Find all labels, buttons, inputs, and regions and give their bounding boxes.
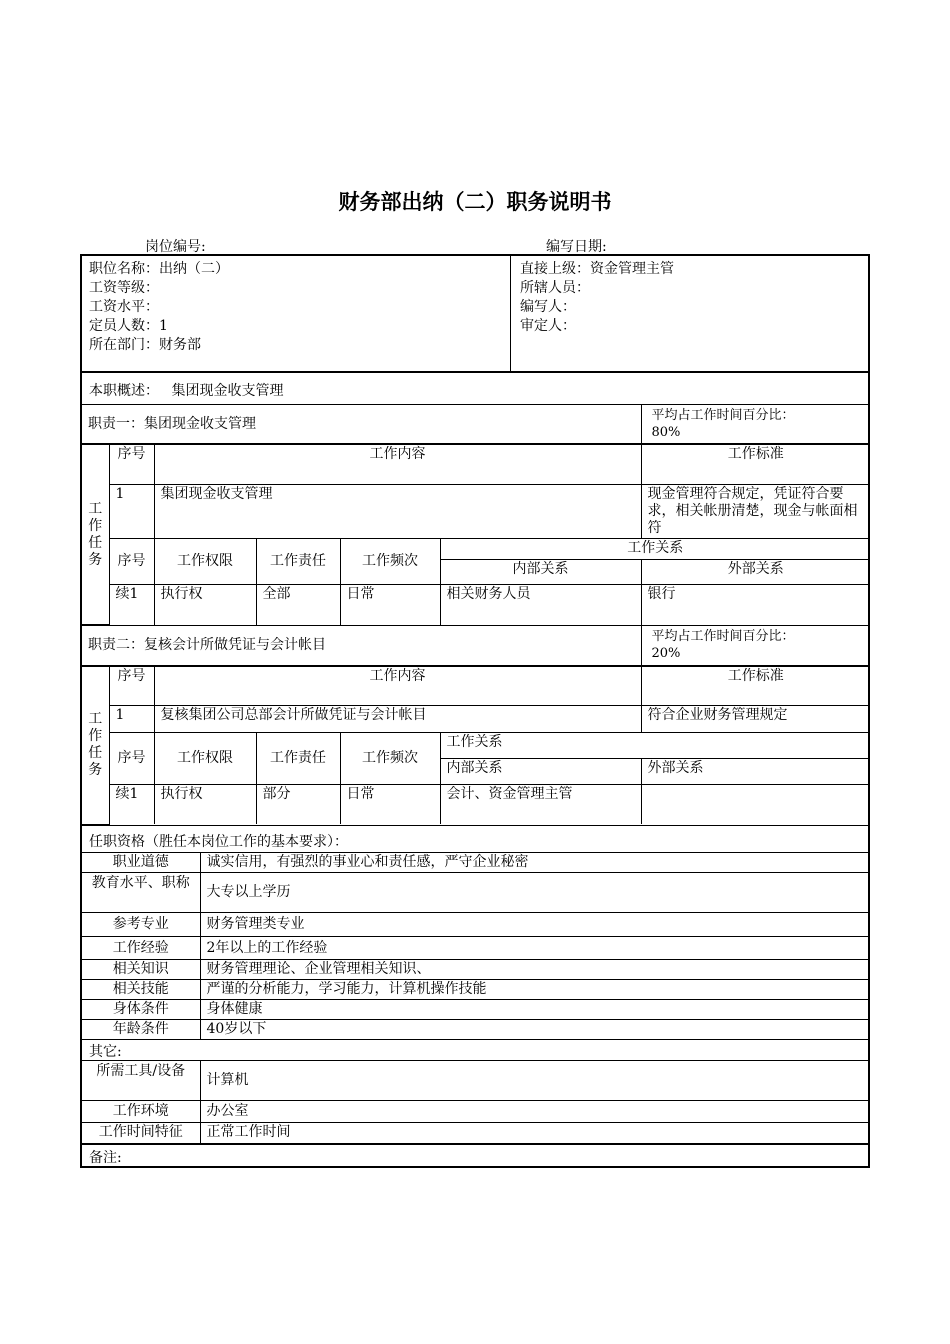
duty-1-inner: 相关财务人员 bbox=[440, 585, 641, 625]
duty-1-standard: 现金管理符合规定，凭证符合要求，相关帐册清楚，现金与帐面相符 bbox=[641, 485, 870, 539]
duty-1-title: 职责一：集团现金收支管理 bbox=[82, 405, 641, 444]
basic-info-section bbox=[80, 254, 870, 372]
other-value-hours: 正常工作时间 bbox=[200, 1123, 870, 1144]
duty-1-frequency: 日常 bbox=[340, 585, 440, 625]
duty-1-responsibility: 全部 bbox=[256, 585, 340, 625]
duty-1-seq: 1 bbox=[109, 485, 154, 539]
duty-1-percentage bbox=[641, 405, 870, 444]
other-heading-section bbox=[80, 1040, 870, 1060]
qual-label-education: 教育水平、职称 bbox=[82, 873, 200, 913]
duty-2-task-label: 工作任务 bbox=[82, 666, 109, 824]
duty-1-relation-header: 工作关系 bbox=[440, 539, 870, 560]
summary-label: 本职概述： bbox=[89, 383, 159, 399]
duty-2-responsibility-header: 工作责任 bbox=[256, 732, 340, 784]
duty-2-relation-header: 工作关系 bbox=[440, 732, 870, 758]
other-value-environment: 办公室 bbox=[200, 1101, 870, 1123]
salary-grade: 工资等级： bbox=[89, 280, 159, 296]
summary-value: 集团现金收支管理 bbox=[171, 383, 284, 399]
duty-2-section bbox=[80, 626, 870, 826]
duty-1-pct-label: 平均占工作时间百分比： bbox=[651, 408, 795, 423]
author: 编写人： bbox=[520, 299, 576, 315]
duty-1-authority: 执行权 bbox=[154, 585, 256, 625]
qual-value-major: 财务管理类专业 bbox=[200, 913, 870, 937]
job-description-form bbox=[80, 254, 870, 1168]
duty-1-rel-seq-header: 序号 bbox=[109, 539, 154, 585]
qual-label-knowledge: 相关知识 bbox=[82, 960, 200, 980]
duty-2-outer bbox=[641, 784, 870, 824]
duty-1-task-label: 工作任务 bbox=[82, 445, 109, 625]
duty-2-row-seq: 续1 bbox=[109, 784, 154, 824]
duty-1-seq-header: 序号 bbox=[109, 445, 154, 485]
duty-2-frequency: 日常 bbox=[340, 784, 440, 824]
summary-section bbox=[80, 372, 870, 405]
qual-value-age: 40岁以下 bbox=[200, 1020, 870, 1040]
other-label-tools: 所需工具/设备 bbox=[82, 1061, 200, 1101]
duty-2-rel-seq-header: 序号 bbox=[109, 732, 154, 784]
reviewer: 审定人： bbox=[520, 318, 576, 334]
qual-label-skills: 相关技能 bbox=[82, 980, 200, 1000]
qual-label-health: 身体条件 bbox=[82, 1000, 200, 1020]
qualification-section bbox=[80, 853, 870, 1041]
duty-2-standard: 符合企业财务管理规定 bbox=[641, 705, 870, 732]
other-heading: 其它: bbox=[89, 1044, 122, 1060]
remarks-label: 备注: bbox=[89, 1150, 122, 1166]
qual-label-age: 年龄条件 bbox=[82, 1020, 200, 1040]
qual-value-skills: 严谨的分析能力，学习能力，计算机操作技能 bbox=[200, 980, 870, 1000]
duty-2-title: 职责二：复核会计所做凭证与会计帐目 bbox=[82, 626, 641, 665]
duty-1-authority-header: 工作权限 bbox=[154, 539, 256, 585]
duty-2-percentage bbox=[641, 626, 870, 665]
qual-value-ethics: 诚实信用，有强烈的事业心和责任感，严守企业秘密 bbox=[200, 853, 870, 873]
duty-2-pct-value: 20% bbox=[651, 646, 681, 661]
write-date-label: 编写日期: bbox=[546, 239, 607, 255]
duty-2-frequency-header: 工作频次 bbox=[340, 732, 440, 784]
qual-label-experience: 工作经验 bbox=[82, 937, 200, 960]
duty-1-frequency-header: 工作频次 bbox=[340, 539, 440, 585]
document-title: 财务部出纳（二）职务说明书 bbox=[338, 190, 612, 214]
qualification-heading: 任职资格（胜任本岗位工作的基本要求）： bbox=[89, 833, 348, 850]
other-label-environment: 工作环境 bbox=[82, 1101, 200, 1123]
salary-level: 工资水平： bbox=[89, 299, 159, 315]
other-section bbox=[80, 1060, 870, 1144]
qual-label-ethics: 职业道德 bbox=[82, 853, 200, 873]
other-label-hours: 工作时间特征 bbox=[82, 1123, 200, 1144]
qual-value-health: 身体健康 bbox=[200, 1000, 870, 1020]
duty-2-seq: 1 bbox=[109, 705, 154, 732]
duty-2-outer-header: 外部关系 bbox=[641, 758, 870, 784]
duty-1-section bbox=[80, 405, 870, 626]
duty-2-content: 复核集团公司总部会计所做凭证与会计帐目 bbox=[154, 705, 641, 732]
duty-2-content-header: 工作内容 bbox=[154, 666, 641, 705]
duty-1-standard-header: 工作标准 bbox=[641, 445, 870, 485]
qual-value-experience: 2年以上的工作经验 bbox=[200, 937, 870, 960]
direct-superior: 直接上级：资金管理主管 bbox=[520, 261, 674, 277]
duty-1-responsibility-header: 工作责任 bbox=[256, 539, 340, 585]
subordinates: 所辖人员： bbox=[520, 280, 590, 296]
department: 所在部门：财务部 bbox=[89, 337, 201, 353]
duty-1-outer: 银行 bbox=[641, 585, 870, 625]
qual-label-major: 参考专业 bbox=[82, 913, 200, 937]
duty-2-authority: 执行权 bbox=[154, 784, 256, 824]
duty-1-content: 集团现金收支管理 bbox=[154, 485, 641, 539]
duty-2-standard-header: 工作标准 bbox=[641, 666, 870, 705]
remarks-section bbox=[80, 1144, 870, 1168]
duty-2-inner: 会计、资金管理主管 bbox=[440, 784, 641, 824]
duty-1-inner-header: 内部关系 bbox=[440, 560, 641, 585]
duty-1-row-seq: 续1 bbox=[109, 585, 154, 625]
duty-2-authority-header: 工作权限 bbox=[154, 732, 256, 784]
qual-value-education: 大专以上学历 bbox=[200, 873, 870, 913]
duty-2-inner-header: 内部关系 bbox=[440, 758, 641, 784]
basic-divider bbox=[510, 256, 511, 372]
duty-2-responsibility: 部分 bbox=[256, 784, 340, 824]
duty-2-seq-header: 序号 bbox=[109, 666, 154, 705]
other-value-tools: 计算机 bbox=[200, 1061, 870, 1101]
qual-value-knowledge: 财务管理理论、企业管理相关知识、 bbox=[200, 960, 870, 980]
post-number-label: 岗位编号: bbox=[145, 239, 206, 255]
duty-2-pct-label: 平均占工作时间百分比： bbox=[651, 629, 795, 644]
duty-1-pct-value: 80% bbox=[651, 425, 681, 440]
position-name: 职位名称：出纳（二） bbox=[89, 261, 229, 277]
duty-1-outer-header: 外部关系 bbox=[641, 560, 870, 585]
headcount: 定员人数：1 bbox=[89, 318, 168, 334]
qualification-heading-section bbox=[80, 826, 870, 853]
duty-1-content-header: 工作内容 bbox=[154, 445, 641, 485]
